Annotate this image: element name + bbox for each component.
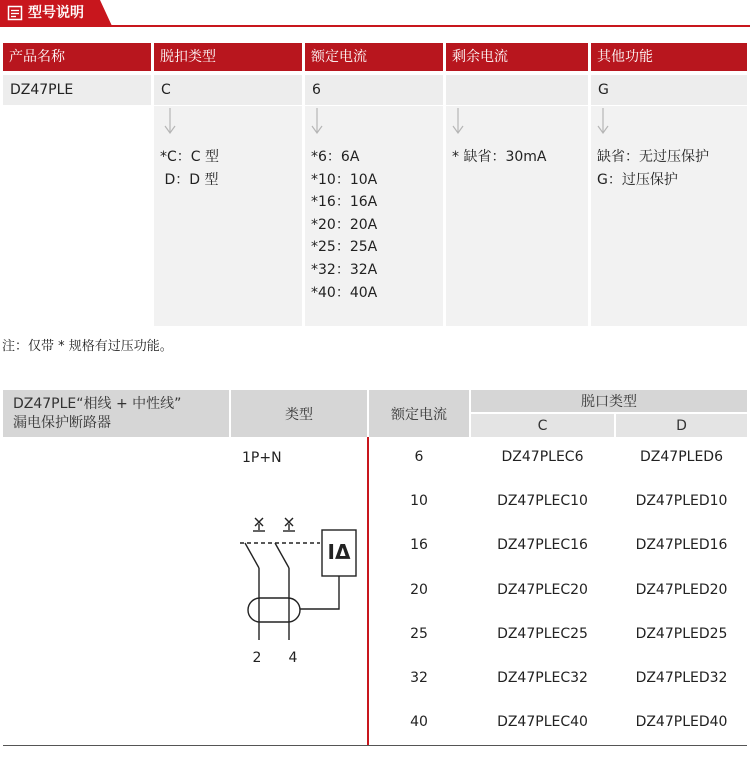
- header-other-functions: 其他功能: [591, 43, 747, 71]
- rated-current-cell: 32: [410, 670, 428, 686]
- product-name-line2: 漏电保护断路器: [13, 415, 111, 431]
- option-item: *20：20A: [311, 216, 378, 233]
- trip-d-header: D: [616, 414, 747, 437]
- rated-current-cell: 16: [410, 537, 428, 554]
- rated-current-options: [311, 146, 377, 304]
- down-arrow-icon: [597, 108, 609, 136]
- option-item: *6：6A: [311, 149, 360, 165]
- example-product-name: DZ47PLE: [3, 75, 151, 105]
- option-item: *16：16A: [311, 194, 378, 211]
- circuit-diagram: [236, 510, 360, 670]
- option-item: *32：32A: [311, 261, 378, 278]
- residual-current-options: [452, 146, 546, 169]
- down-arrow-icon: [164, 108, 176, 136]
- product-name-line1: DZ47PLE“相线 + 中性线”: [13, 396, 182, 412]
- model-d-cell: DZ47PLED10: [635, 493, 728, 510]
- header-product-name: 产品名称: [3, 43, 151, 71]
- rated-current-cell: 20: [410, 581, 428, 598]
- option-item: G：过压保护: [597, 171, 678, 188]
- header-rated-current: 额定电流: [305, 43, 443, 71]
- rated-current-cell: 6: [414, 449, 424, 465]
- other-functions-options-box: [591, 106, 747, 326]
- trip-type-header: 脱口类型: [471, 390, 747, 412]
- option-item: * 缺省：30mA: [452, 149, 547, 165]
- type-header: 类型: [231, 390, 367, 437]
- rated-current-cell: 40: [410, 714, 428, 731]
- document-list-icon: [7, 5, 23, 21]
- example-rated-current: 6: [305, 75, 443, 105]
- model-d-cell: DZ47PLED6: [640, 449, 723, 465]
- option-item: D：D 型: [160, 171, 219, 188]
- down-arrow-icon: [311, 108, 323, 136]
- header-trip-type: 脱扣类型: [154, 43, 302, 71]
- trip-type-options-box: [154, 106, 302, 326]
- rated-current-cell: 10: [410, 493, 428, 510]
- table-bottom-rule: [3, 745, 747, 746]
- rcd-label: IΔ: [327, 540, 351, 564]
- type-value: 1P+N: [242, 450, 282, 466]
- header-residual-current: 剩余电流: [446, 43, 588, 71]
- model-c-cell: DZ47PLEC16: [497, 537, 588, 554]
- rated-current-header: 额定电流: [369, 390, 469, 437]
- footnote: 注：仅带 * 规格有过压功能。: [2, 339, 173, 354]
- example-residual-current: [446, 75, 588, 105]
- terminal-label-right: 4: [288, 650, 298, 666]
- section-divider: [0, 25, 750, 27]
- example-other-functions: G: [591, 75, 747, 105]
- model-d-cell: DZ47PLED32: [635, 670, 728, 686]
- option-item: *40：40A: [311, 284, 378, 301]
- trip-c-header: C: [471, 414, 614, 437]
- model-c-cell: DZ47PLEC6: [501, 449, 584, 465]
- option-item: *10：10A: [311, 171, 378, 188]
- section-title: 型号说明: [28, 5, 84, 21]
- model-c-cell: DZ47PLEC32: [497, 670, 588, 686]
- residual-current-options-box: [446, 106, 588, 326]
- example-trip-type: C: [154, 75, 302, 105]
- model-c-cell: DZ47PLEC40: [497, 714, 588, 731]
- rated-current-cell: 25: [410, 625, 428, 642]
- model-c-cell: DZ47PLEC10: [497, 493, 588, 510]
- model-d-cell: DZ47PLED25: [635, 625, 728, 642]
- option-item: *25：25A: [311, 239, 378, 256]
- product-name-header: [3, 390, 229, 437]
- down-arrow-icon: [452, 108, 464, 136]
- model-c-cell: DZ47PLEC20: [497, 581, 588, 598]
- trip-type-options: [160, 146, 219, 191]
- option-item: 缺省：无过压保护: [597, 149, 709, 165]
- model-d-cell: DZ47PLED20: [635, 581, 728, 598]
- model-d-cell: DZ47PLED40: [635, 714, 728, 731]
- other-functions-options: [597, 146, 709, 191]
- model-c-cell: DZ47PLEC25: [497, 625, 588, 642]
- option-item: *C：C 型: [160, 149, 220, 165]
- model-d-cell: DZ47PLED16: [635, 537, 728, 554]
- terminal-label-left: 2: [252, 650, 262, 666]
